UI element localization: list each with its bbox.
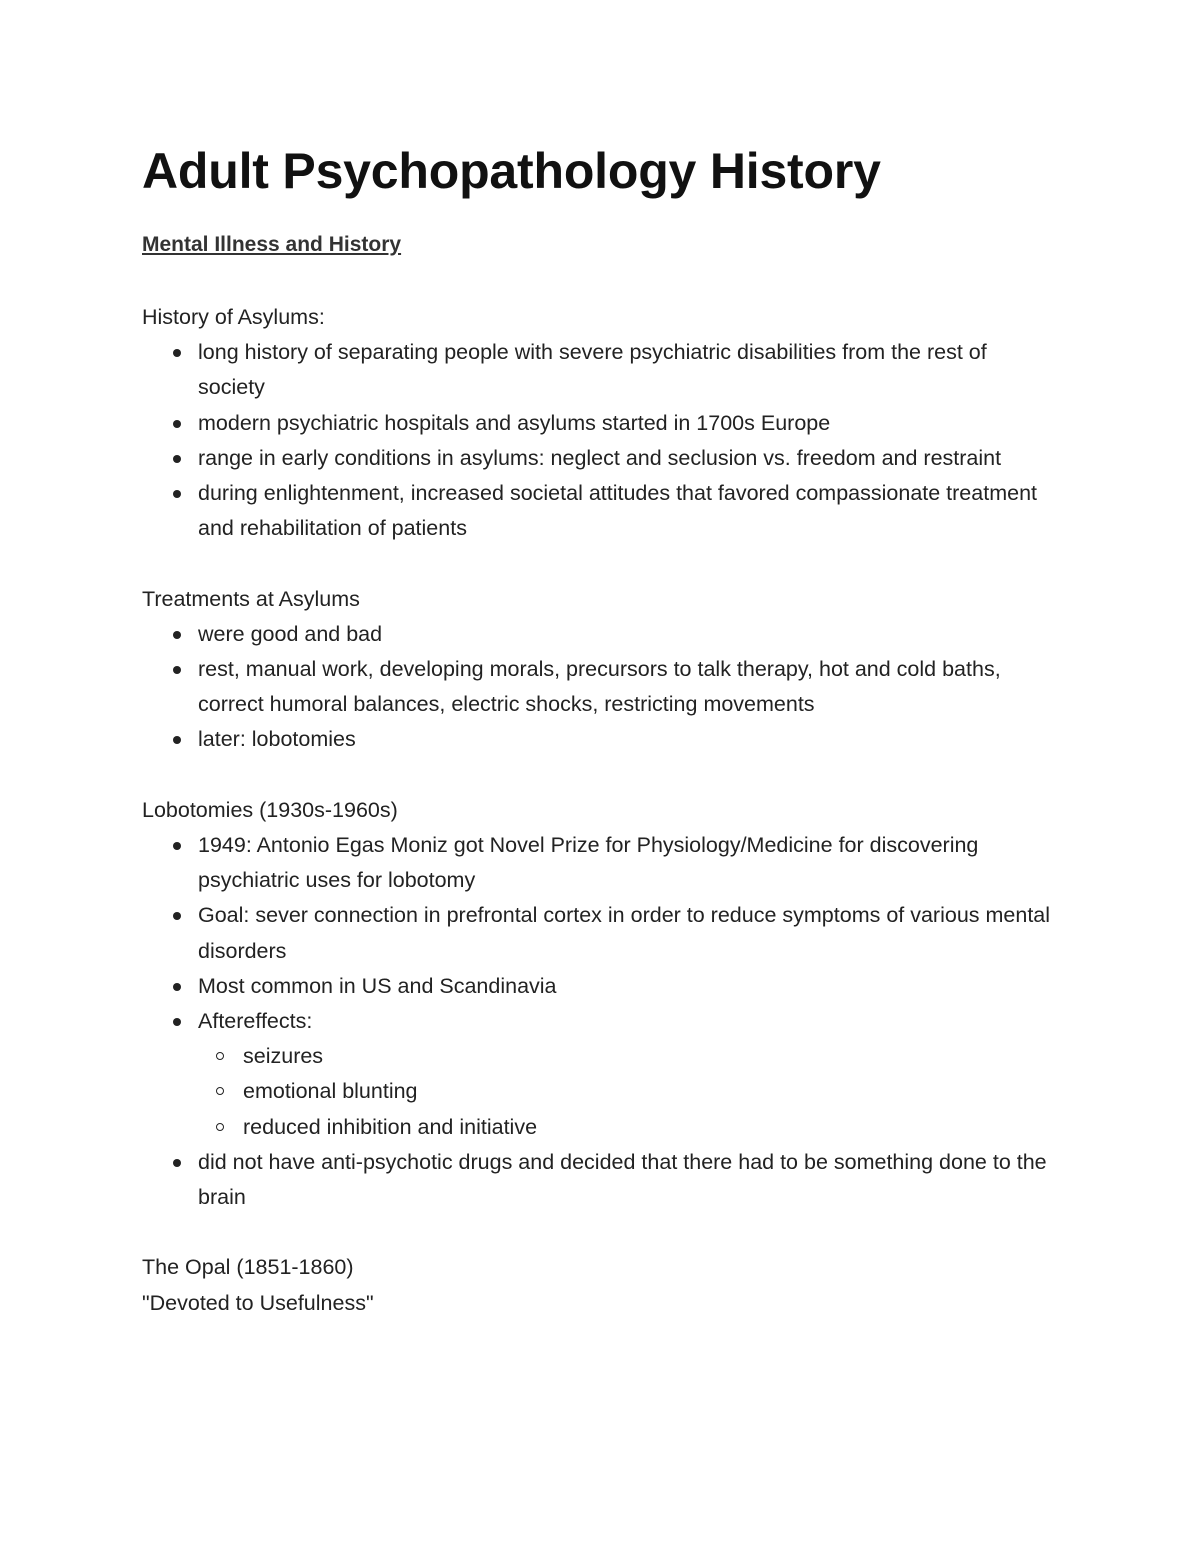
quote-text: "Devoted to Usefulness" [142, 1290, 374, 1315]
list-item: long history of separating people with severe psychiatric disabilities from the rest of society [142, 335, 1052, 405]
section-history-of-asylums [142, 300, 1052, 546]
list-item: did not have anti-psychotic drugs and decided that there had to be something done to the brain [142, 1145, 1052, 1215]
section-heading: History of Asylums: [142, 305, 325, 329]
section-heading: The Opal (1851-1860) [142, 1255, 354, 1280]
list-item: 1949: Antonio Egas Moniz got Novel Prize for Physiology/Medicine for discovering psychiatric uses for lobotomy [142, 828, 1052, 898]
sub-list-item: emotional blunting [198, 1074, 1052, 1109]
list-item: Goal: sever connection in prefrontal cortex in order to reduce symptoms of various mental disorders [142, 898, 1052, 968]
list-item: were good and bad [142, 617, 1052, 652]
list-item-label: Aftereffects: [198, 1009, 313, 1034]
section-heading: Lobotomies (1930s-1960s) [142, 797, 398, 822]
list-item-aftereffects [142, 1004, 1052, 1145]
bullet-list [142, 335, 1052, 546]
section-treatments-at-asylums [142, 582, 1052, 758]
sub-list-item: seizures [198, 1039, 1052, 1074]
list-item: rest, manual work, developing morals, precursors to talk therapy, hot and cold baths, correct humoral balances, electric shocks, restricting movements [142, 652, 1052, 722]
section-heading: Treatments at Asylums [142, 586, 360, 611]
bullet-list [142, 617, 1052, 758]
sub-bullet-list [198, 1039, 1052, 1145]
list-item: later: lobotomies [142, 722, 1052, 757]
list-item: Most common in US and Scandinavia [142, 969, 1052, 1004]
bullet-list [142, 828, 1052, 1215]
document-body [142, 300, 1052, 1356]
section-subtitle: Mental Illness and History [142, 233, 402, 256]
list-item: modern psychiatric hospitals and asylums started in 1700s Europe [142, 406, 1052, 441]
section-lobotomies [142, 793, 1052, 1215]
list-item: during enlightenment, increased societal attitudes that favored compassionate treatment and rehabilitation of patients [142, 476, 1052, 546]
sub-list-item: reduced inhibition and initiative [198, 1110, 1052, 1145]
section-the-opal [142, 1250, 1052, 1320]
document-title: Adult Psychopathology History [142, 143, 881, 199]
list-item: range in early conditions in asylums: neglect and seclusion vs. freedom and restraint [142, 441, 1052, 476]
